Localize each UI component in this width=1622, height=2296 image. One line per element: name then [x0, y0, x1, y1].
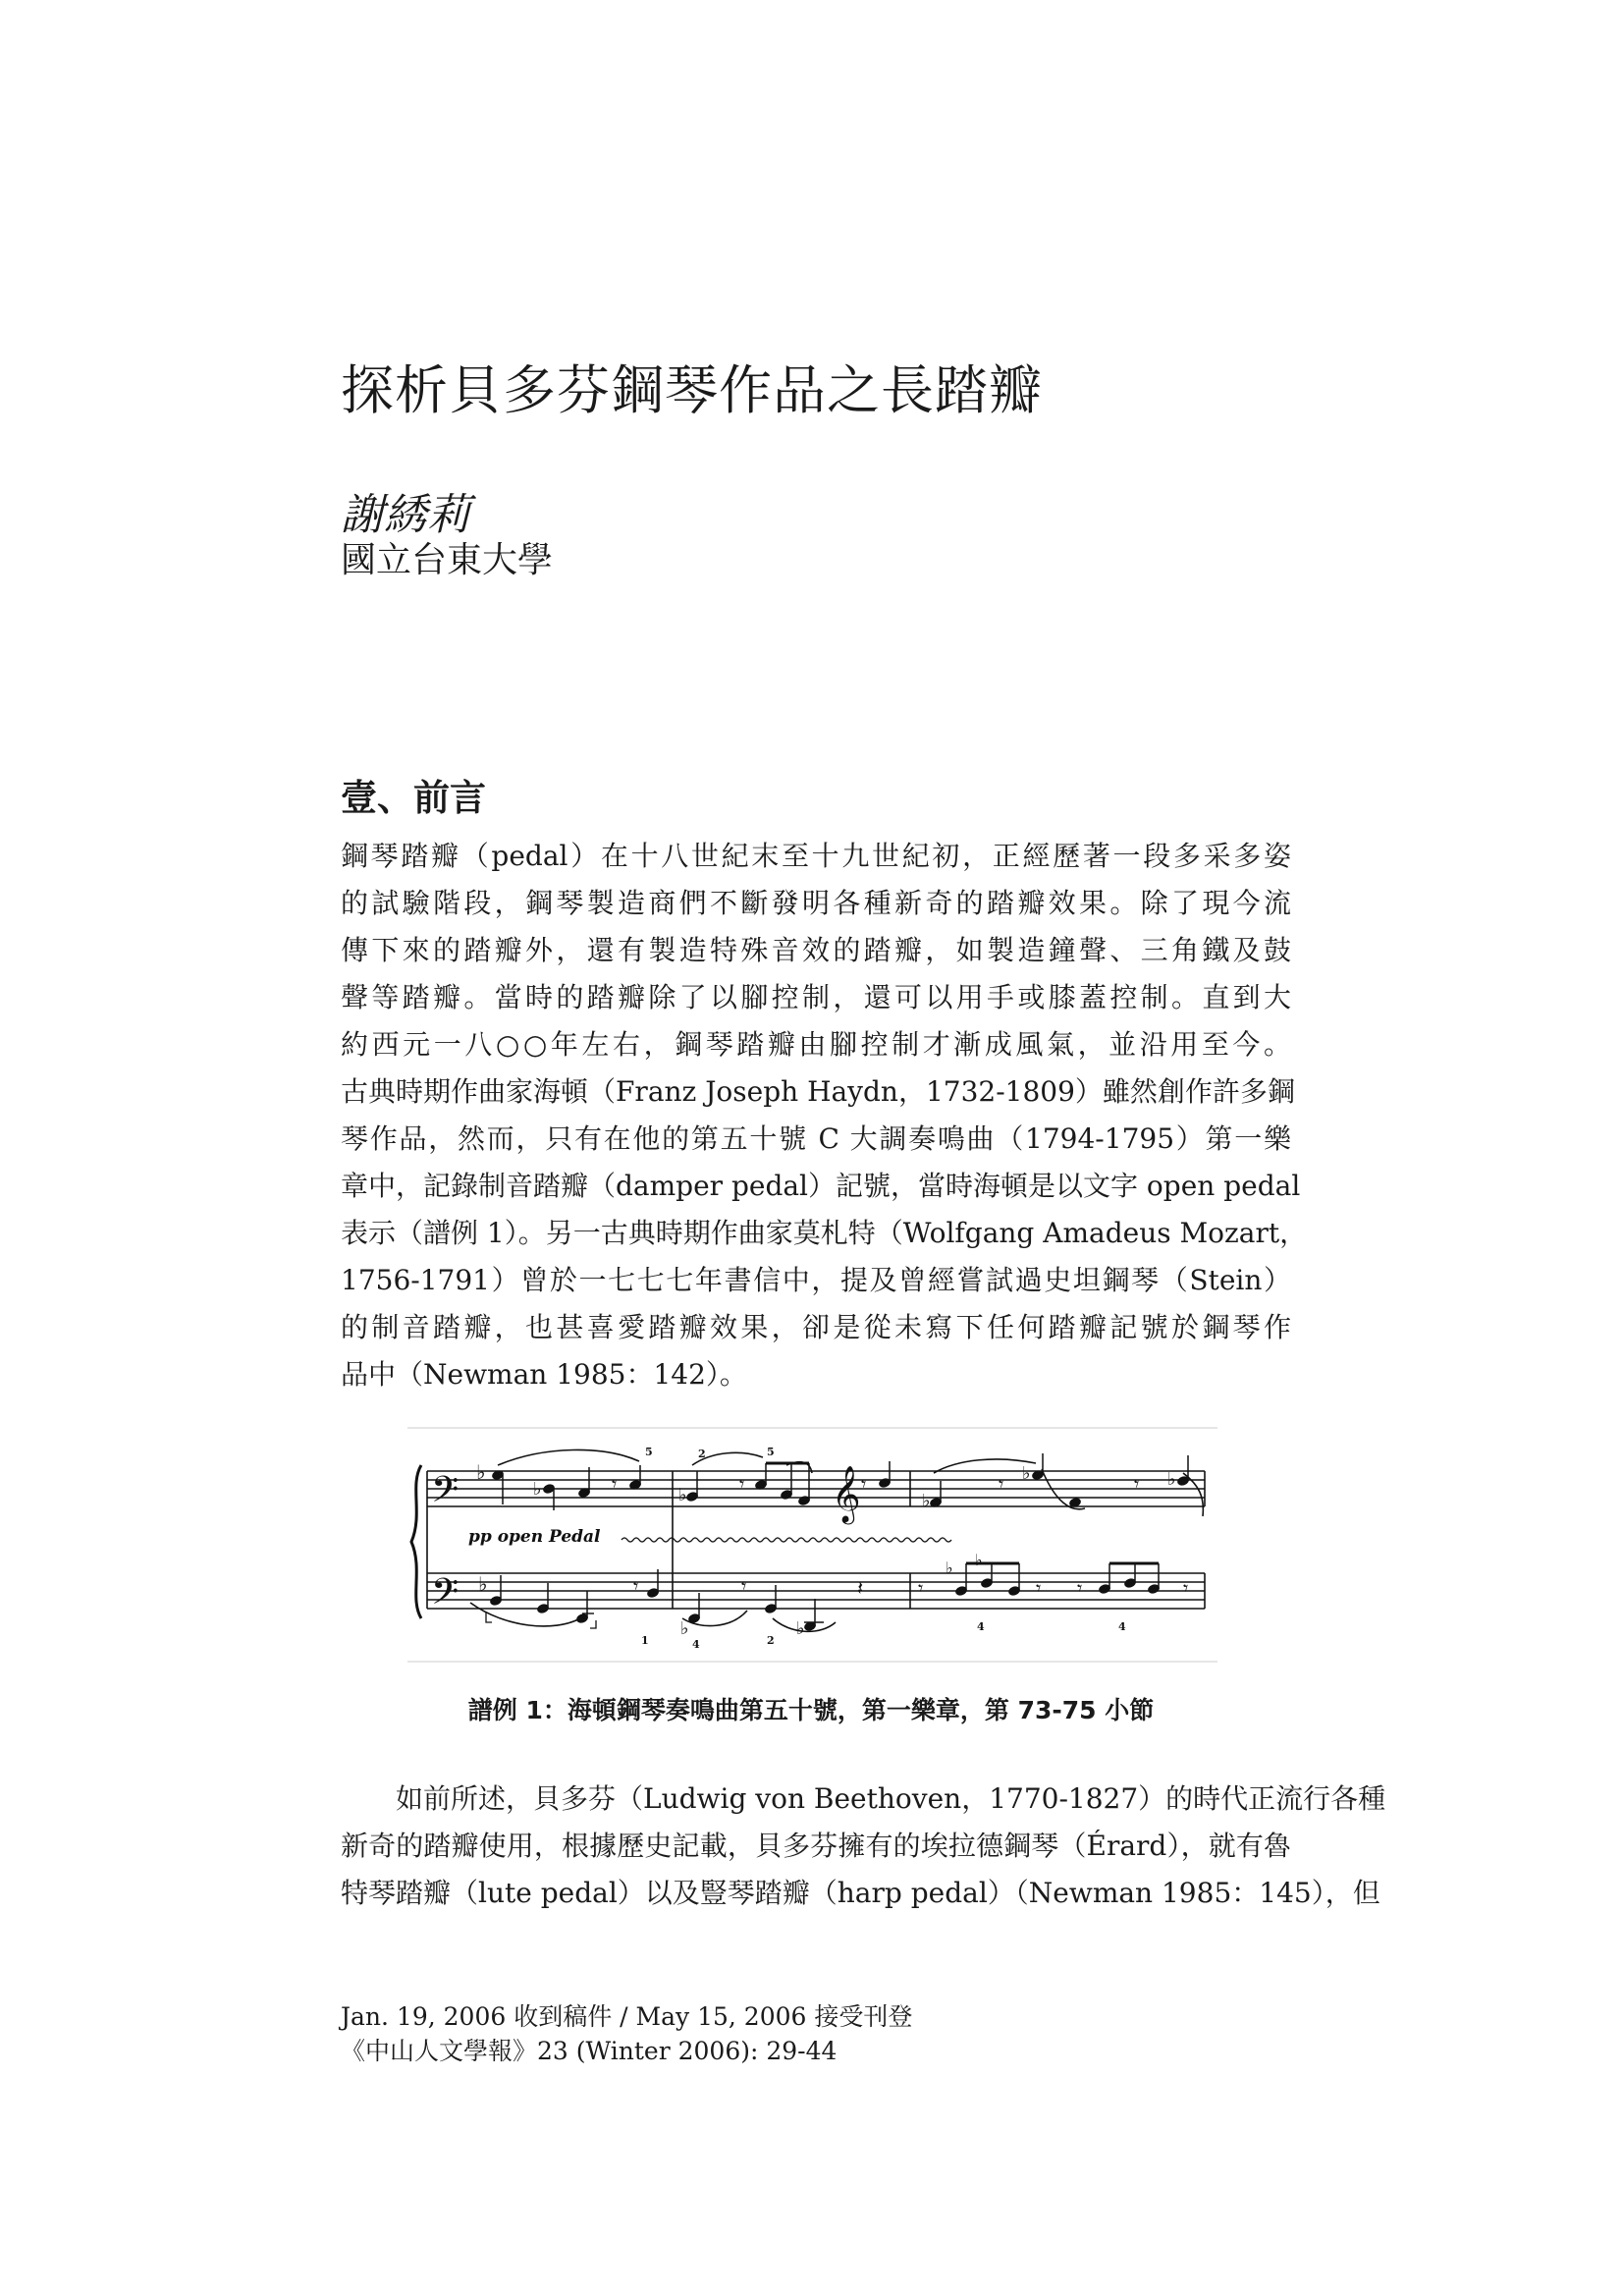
- page-title: 探析貝多芬鋼琴作品之長踏瓣: [341, 359, 1043, 421]
- svg-text:𝄾: 𝄾: [1077, 1576, 1083, 1600]
- paragraph-line: 的試驗階段，鋼琴製造商們不斷發明各種新奇的踏瓣效果。除了現今流: [341, 887, 1291, 919]
- paragraph-line: 琴作品，然而，只有在他的第五十號 C 大調奏鳴曲（1794-1795）第一樂: [341, 1122, 1291, 1155]
- svg-text:𝄾: 𝄾: [861, 1472, 867, 1496]
- svg-text:𝄾: 𝄾: [1036, 1576, 1042, 1600]
- bass-clef-icon: 𝄢: [431, 1469, 460, 1519]
- svg-text:2: 2: [698, 1448, 706, 1460]
- paragraph-line: 的制音踏瓣，也甚喜愛踏瓣效果，卻是從未寫下任何踏瓣記號於鋼琴作: [341, 1311, 1291, 1343]
- paragraph-line: 古典時期作曲家海頓（Franz Joseph Haydn，1732-1809）雖然創作許多鋼: [341, 1075, 1295, 1108]
- svg-text:𝄾: 𝄾: [1183, 1576, 1189, 1600]
- pedal-wavy-line: [622, 1538, 951, 1542]
- svg-text:♭: ♭: [680, 1618, 689, 1639]
- paragraph-line: 新奇的踏瓣使用，根據歷史記載，貝多芬擁有的埃拉德鋼琴（Érard），就有魯: [341, 1830, 1291, 1862]
- svg-text:4: 4: [977, 1620, 985, 1633]
- paragraph-line: 聲等踏瓣。當時的踏瓣除了以腳控制，還可以用手或膝蓋控制。直到大: [341, 981, 1291, 1013]
- svg-text:♭: ♭: [1167, 1469, 1176, 1490]
- svg-text:𝄾: 𝄾: [633, 1574, 639, 1598]
- lower-staff: [427, 1573, 1205, 1609]
- pedal-marking: pp open Pedal: [468, 1527, 601, 1547]
- svg-text:2: 2: [767, 1634, 775, 1647]
- svg-text:𝄾: 𝄾: [918, 1576, 924, 1600]
- brace-icon: [411, 1465, 421, 1618]
- paragraph-line: 傳下來的踏瓣外，還有製造特殊音效的踏瓣，如製造鐘聲、三角鐵及鼓: [341, 934, 1291, 966]
- paragraph-line: 如前所述，貝多芬（Ludwig von Beethoven，1770-1827）的時代正流行各種: [396, 1782, 1386, 1815]
- paragraph-line: 品中（Newman 1985：142）。: [341, 1358, 747, 1391]
- figure-caption: 譜例 1：海頓鋼琴奏鳴曲第五十號，第一樂章，第 73-75 小節: [467, 1696, 1155, 1724]
- bass-clef-icon: 𝄢: [431, 1571, 460, 1621]
- svg-text:5: 5: [645, 1446, 653, 1458]
- paragraph-beethoven: [341, 1776, 1386, 1917]
- paragraph-line: 表示（譜例 1）。另一古典時期作曲家莫札特（Wolfgang Amadeus Mozart，: [341, 1217, 1308, 1249]
- svg-text:𝄾: 𝄾: [741, 1574, 747, 1598]
- svg-text:4: 4: [692, 1638, 700, 1651]
- paragraph-line: 1756-1791）曾於一七七七年書信中，提及曾經嘗試過史坦鋼琴（Stein）: [341, 1264, 1291, 1296]
- svg-text:𝄾: 𝄾: [999, 1472, 1004, 1496]
- music-score-figure: [407, 1426, 1217, 1664]
- svg-text:𝄾: 𝄾: [612, 1472, 618, 1496]
- svg-text:♭: ♭: [478, 1572, 488, 1596]
- svg-text:♭: ♭: [796, 1618, 805, 1639]
- svg-text:𝄽: 𝄽: [857, 1576, 864, 1600]
- journal-citation: 《中山人文學報》23 (Winter 2006): 29-44: [341, 2037, 838, 2065]
- lower-notes: [489, 1551, 1161, 1639]
- publication-footer: [341, 1999, 912, 2068]
- treble-clef-icon: 𝄞: [832, 1465, 861, 1522]
- paragraph-line: 章中，記錄制音踏瓣（damper pedal）記號，當時海頓是以文字 open pedal: [341, 1170, 1301, 1202]
- svg-text:♭: ♭: [533, 1479, 542, 1500]
- paragraph-introduction: [341, 833, 1308, 1398]
- svg-text:5: 5: [767, 1446, 775, 1458]
- svg-text:1: 1: [641, 1634, 649, 1647]
- svg-text:𝄾: 𝄾: [739, 1472, 745, 1496]
- svg-text:♭: ♭: [476, 1460, 486, 1484]
- svg-text:♭: ♭: [975, 1551, 983, 1569]
- rest-icon: [612, 1472, 1188, 1600]
- svg-text:𝄾: 𝄾: [1134, 1472, 1140, 1496]
- author-affiliation: 國立台東大學: [341, 540, 554, 580]
- svg-text:♭: ♭: [946, 1558, 953, 1577]
- fingering-numbers: [641, 1446, 1126, 1651]
- received-accepted-dates: Jan. 19, 2006 收到稿件 / May 15, 2006 接受刊登: [341, 2002, 913, 2031]
- paragraph-line: 特琴踏瓣（lute pedal）以及豎琴踏瓣（harp pedal）（Newman 1985：145），但: [341, 1877, 1380, 1909]
- author-name: 謝綉莉: [341, 490, 470, 540]
- paragraph-line: 約西元一八○○年左右，鋼琴踏瓣由腳控制才漸成風氣，並沿用至今。: [341, 1028, 1291, 1061]
- section-heading: 壹、前言: [341, 776, 486, 819]
- svg-text:♭: ♭: [678, 1485, 687, 1505]
- svg-text:♭: ♭: [922, 1491, 931, 1511]
- paragraph-line: 鋼琴踏瓣（pedal）在十八世紀末至十九世紀初，正經歷著一段多采多姿: [341, 840, 1291, 872]
- svg-text:4: 4: [1118, 1620, 1126, 1633]
- svg-text:♭: ♭: [1022, 1463, 1031, 1484]
